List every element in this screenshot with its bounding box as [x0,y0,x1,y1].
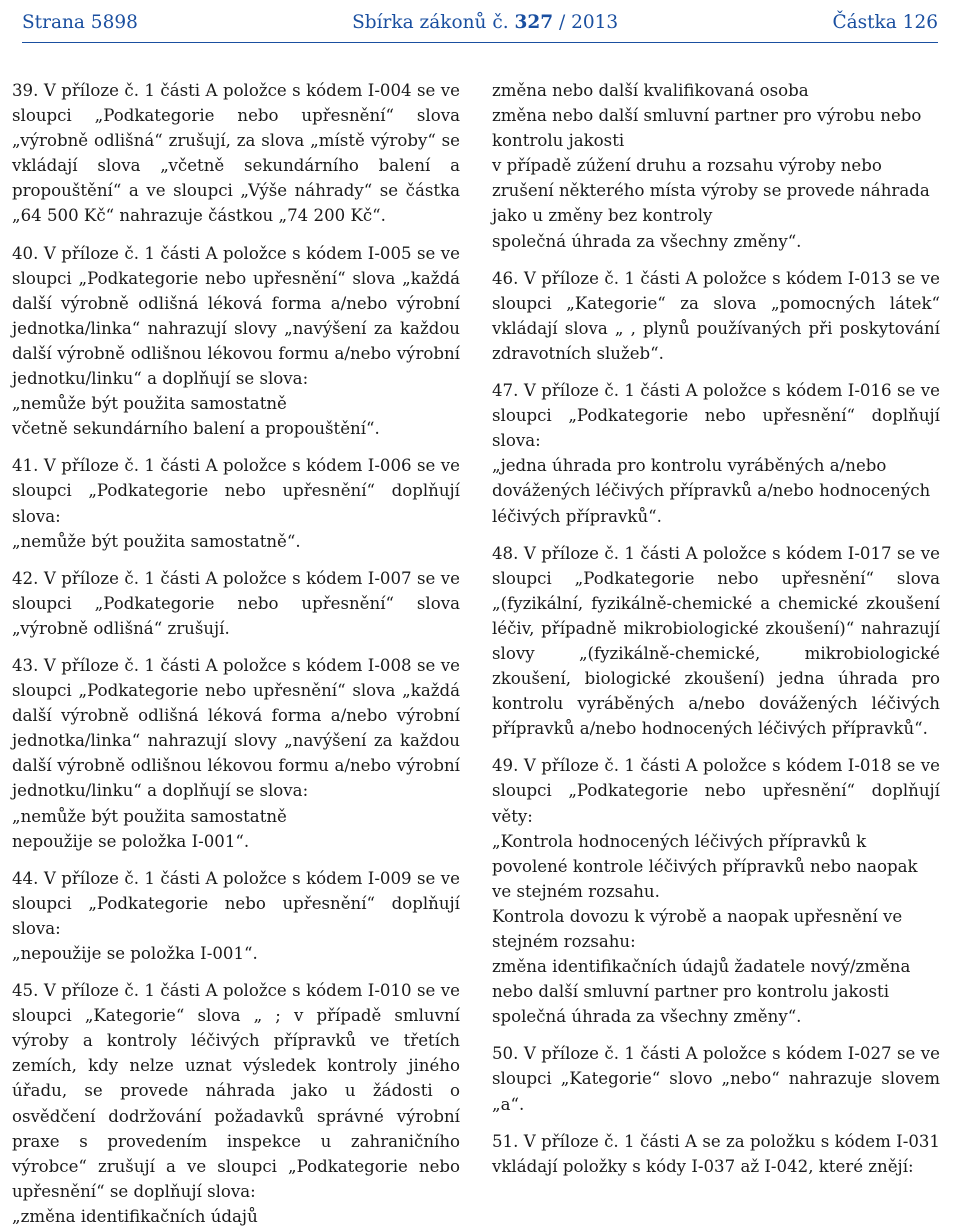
amendment-40-text: 40. V příloze č. 1 části A položce s kódem I-005 se ve sloupci „Podkategorie nebo upřesnění“ slova „každá další výrobně odlišná léková forma a/nebo výrobní jednotka/linka“ nahrazují slovy „navýšení za každou další výrobně odlišnou lékovou formu a/nebo výrobní jednotku/linku“ a doplňují se slova: [12,243,460,389]
amendment-43-quote-1: „nemůže být použita samostatně [12,806,287,826]
amendment-41-text: 41. V příloze č. 1 části A položce s kódem I-006 se ve sloupci „Podkategorie nebo upřesnění“ doplňují slova: [12,456,460,526]
continuation-line-1: změna nebo další kvalifikovaná osoba [492,81,809,100]
amendment-47 [492,378,940,529]
amendment-40 [12,241,460,442]
collection-prefix: Sbírka zákonů č. [352,11,509,33]
amendment-49-quote-3: změna identifikačních údajů žadatele nový/změna nebo další smluvní partner pro kontrolu jakosti společná úhrada za všechny změny“. [492,957,911,1027]
left-column [12,78,460,1229]
amendment-45-quote-1: „změna identifikačních údajů [12,1206,258,1226]
amendment-45-text: 45. V příloze č. 1 části A položce s kódem I-010 se ve sloupci „Kategorie“ slova „ ; v případě smluvní výroby a kontroly léčivých přípravků ve třetích zemích, kdy nelze uznat výsledek kontroly jiného úřadu, se provede náhrada jako u žádosti o osvědčení dodržování požadavků správné výrobní praxe s provedením inspekce u zahraničního výrobce“ zrušují a ve sloupci „Podkategorie nebo upřesnění“ se doplňují slova: [12,981,460,1201]
amendment-49 [492,753,940,1029]
amendment-45 [12,978,460,1229]
header-divider [22,42,938,43]
amendment-44 [12,866,460,966]
collection-number: 327 [514,11,554,33]
right-column [492,78,940,1179]
amendment-40-quote-2: včetně sekundárního balení a propouštění“. [12,419,380,439]
part-label: Částka 126 [832,11,938,33]
amendment-47-text: 47. V příloze č. 1 části A položce s kódem I-016 se ve sloupci „Podkategorie nebo upřesnění“ doplňují slova: [492,381,940,451]
amendment-43 [12,653,460,854]
continuation-line-2: změna nebo další smluvní partner pro výrobu nebo kontrolu jakosti [492,106,922,151]
amendment-47-quote-1: „jedna úhrada pro kontrolu vyráběných a/nebo dovážených léčivých přípravků a/nebo hodnocených léčivých přípravků“. [492,456,931,526]
amendment-41-quote-1: „nemůže být použita samostatně“. [12,531,301,551]
amendment-50: 50. V příloze č. 1 části A položce s kódem I-027 se ve sloupci „Kategorie“ slovo „nebo“ nahrazuje slovem „a“. [492,1044,940,1114]
continuation-line-4: společná úhrada za všechny změny“. [492,231,802,251]
amendment-45-continuation [492,78,940,254]
amendment-49-quote-1: „Kontrola hodnocených léčivých přípravků k povolené kontrole léčivých přípravků nebo naopak ve stejném rozsahu. [492,831,918,901]
collection-year: / 2013 [553,11,619,33]
amendment-42: 42. V příloze č. 1 části A položce s kódem I-007 se ve sloupci „Podkategorie nebo upřesnění“ slova „výrobně odlišná“ zrušují. [12,568,460,638]
amendment-46: 46. V příloze č. 1 části A položce s kódem I-013 se ve sloupci „Kategorie“ za slova „pomocných látek“ vkládají slova „ , plynů používaných při poskytování zdravotních služeb“. [492,268,940,363]
amendment-41 [12,453,460,553]
amendment-44-text: 44. V příloze č. 1 části A položce s kódem I-009 se ve sloupci „Podkategorie nebo upřesnění“ doplňují slova: [12,868,460,938]
continuation-line-3: v případě zúžení druhu a rozsahu výroby nebo zrušení některého místa výroby se provede náhrada jako u změny bez kontroly [492,156,930,226]
collection-title [352,12,618,33]
page-header [22,4,938,40]
amendment-48: 48. V příloze č. 1 části A položce s kódem I-017 se ve sloupci „Podkategorie nebo upřesnění“ slova „(fyzikální, fyzikálně-chemické a chemické zkoušení léčiv, případně mikrobiologické zkoušení)“ nahrazují slovy „(fyzikálně-chemické, mikrobiologické zkoušení, biologické zkoušení) jedna úhrada pro kontrolu vyráběných a/nebo dovážených léčivých přípravků a/nebo hodnocených léčivých přípravků“. [492,543,940,739]
amendment-44-quote-1: „nepoužije se položka I-001“. [12,944,258,963]
amendment-49-quote-2: Kontrola dovozu k výrobě a naopak upřesnění ve stejném rozsahu: [492,906,903,951]
amendment-43-quote-2: nepoužije se položka I-001“. [12,831,250,851]
amendment-49-text: 49. V příloze č. 1 části A položce s kódem I-018 se ve sloupci „Podkategorie nebo upřesnění“ doplňují věty: [492,756,940,826]
amendment-43-text: 43. V příloze č. 1 části A položce s kódem I-008 se ve sloupci „Podkategorie nebo upřesnění“ slova „každá další výrobně odlišná léková forma a/nebo výrobní jednotka/linka“ nahrazují slovy „navýšení za každou další výrobně odlišnou lékovou formu a/nebo výrobní jednotku/linku“ a doplňují se slova: [12,655,460,801]
page-number: Strana 5898 [22,11,138,33]
amendment-40-quote-1: „nemůže být použita samostatně [12,394,287,414]
amendment-39: 39. V příloze č. 1 části A položce s kódem I-004 se ve sloupci „Podkategorie nebo upřesnění“ slova „výrobně odlišná“ zrušují, za slova „místě výroby“ se vkládají slova „včetně sekundárního balení a propouštění“ a ve sloupci „Výše náhrady“ se částka „64 500 Kč“ nahrazuje částkou „74 200 Kč“. [12,81,460,226]
amendment-51: 51. V příloze č. 1 části A se za položku s kódem I-031 vkládají položky s kódy I-037 až I-042, které znějí: [492,1131,940,1176]
